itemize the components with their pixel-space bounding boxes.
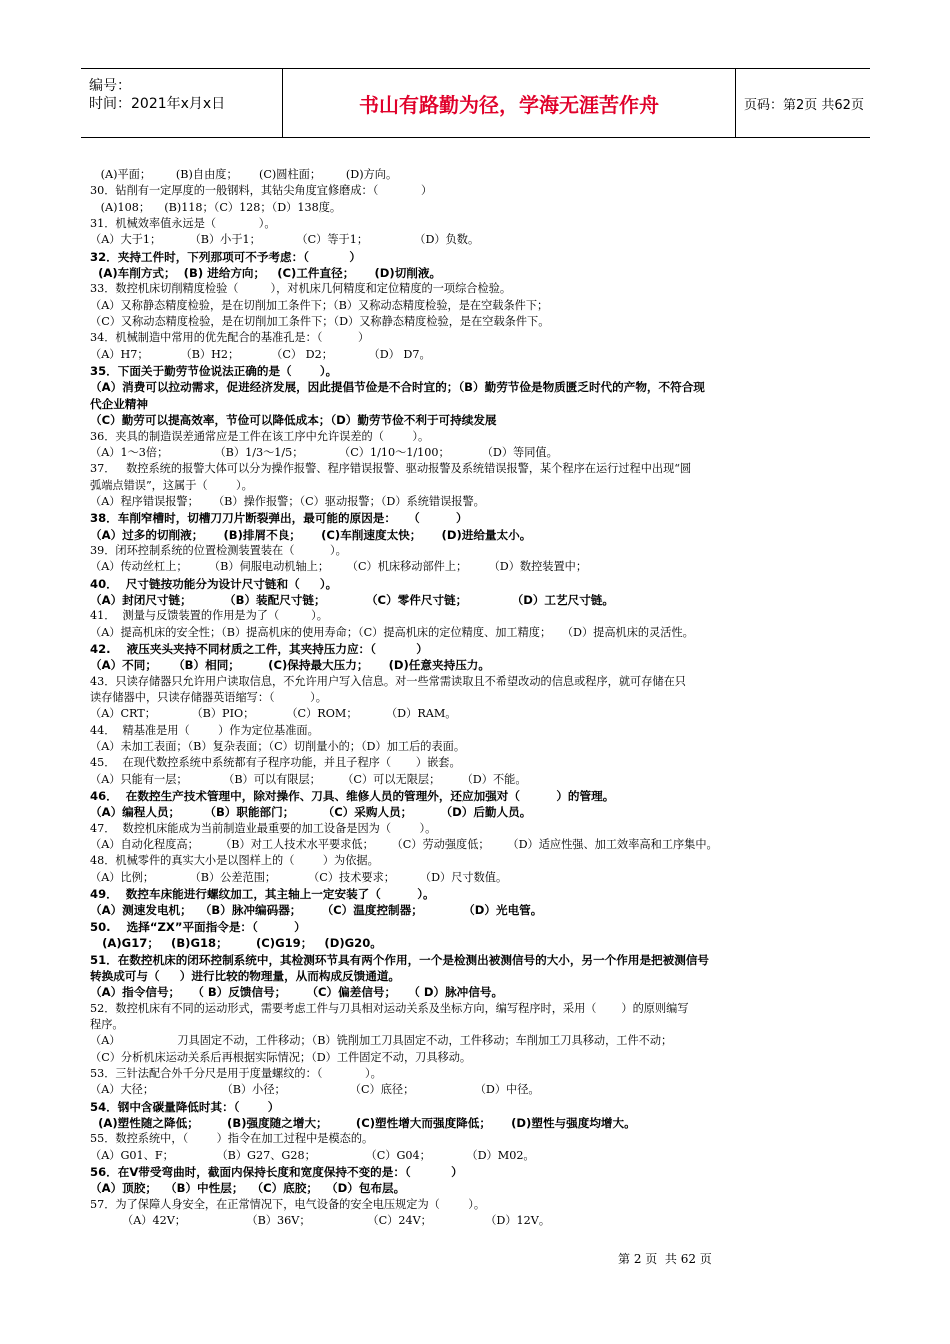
text-line: （A）编程人员； （B）职能部门； （C）采购人员； （D）后勤人员。 (90, 805, 532, 820)
text-line: 53．三针法配合外千分尺是用于度量螺纹的：（ ）。 (90, 1066, 382, 1080)
text-line: （A）程序错误报警； （B）操作报警；（C）驱动报警；（D）系统错误报警。 (90, 494, 485, 508)
text-line: 49． 数控车床能进行螺纹加工，其主轴上一定安装了（ ）。 (90, 887, 435, 902)
text-line: （A）42V； （B）36V； （C）24V； （D）12V。 (90, 1214, 551, 1227)
text-line: (A)108； (B)118；（C）128；（D）138度。 (90, 200, 342, 214)
text-line: （A）H7； （B）H2； （C） D2； （D） D7。 (90, 347, 431, 361)
header-motto: 书山有路勤为径，学海无涯苦作舟 (283, 69, 736, 137)
text-line: 41． 测量与反馈装置的作用是为了（ ）。 (90, 609, 328, 623)
text-line: （A）只能有一层； （B）可以有限层； （C）可以无限层； （D）不能。 (90, 772, 527, 786)
text-line: 37． 数控系统的报警大体可以分为操作报警、程序错误报警、驱动报警及系统错误报警，某个程序在运行过程中出现“圆 (90, 462, 692, 476)
text-line: 50. 选择“ZX”平面指令是：（ ） (90, 919, 306, 934)
text-line: （A）自动化程度高； （B）对工人技术水平要求低； （C）劳动强度低； （D）适应性强、加工效率高和工序集中。 (90, 838, 718, 852)
text-line: 39．闭环控制系统的位置检测装置装在（ ）。 (90, 543, 347, 557)
header-page-info: 页码：第2页 共62页 (744, 97, 864, 113)
text-line: （A）大于1； （B）小于1； （C）等于1； （D）负数。 (90, 233, 480, 247)
header-meta (81, 69, 283, 137)
text-line: （A）CRT； （B）PIO； （C）ROM； （D）RAM。 (90, 707, 457, 721)
time-label: 时间：2021年x月x日 (89, 96, 226, 112)
text-line: （A） 刀具固定不动，工件移动；（B）铣削加工刀具固定不动，工件移动；车削加工刀具移动，工件不动； (90, 1034, 673, 1048)
text-line: (A)塑性随之降低； (B)强度随之增大； (C)塑性增大而强度降低； (D)塑性与强度均增大。 (90, 1115, 636, 1130)
text-line: 32．夹持工件时，下列那项可不予考虑：（ ） (90, 249, 361, 264)
text-line: 38．车削窄槽时，切槽刀刀片断裂弹出，最可能的原因是： （ ） (90, 511, 468, 526)
text-line: （A）指令信号； （ B）反馈信号； （C）偏差信号； （ D）脉冲信号。 (90, 985, 504, 1000)
text-line: （A）又称静态精度检验，是在切削加工条件下；（B）又称动态精度检验，是在空载条件下； (90, 298, 549, 312)
page-header (81, 68, 870, 138)
text-line: （C）分析机床运动关系后再根据实际情况；（D）工件固定不动，刀具移动。 (90, 1050, 472, 1064)
text-line: 程序。 (90, 1017, 124, 1031)
text-line: 47． 数控机床能成为当前制造业最重要的加工设备是因为（ ）。 (90, 821, 437, 835)
text-line: (A)平面； (B)自由度； (C)圆柱面； (D)方向。 (90, 168, 398, 181)
text-line: 44． 精基准是用（ ）作为定位基准面。 (90, 723, 319, 737)
text-line: （C）勤劳可以提高效率，节俭可以降低成本；（D）勤劳节俭不利于可持续发展 (90, 413, 497, 428)
text-line: （A）封闭尺寸链； （B）装配尺寸链； （C）零件尺寸链； （D）工艺尺寸链。 (90, 592, 614, 607)
text-line: （A）不同； （B）相同； (C)保持最大压力； (D)任意夹持压力。 (90, 658, 490, 673)
text-line: 42. 液压夹头夹持不同材质之工件，其夹持压力应：（ ） (90, 641, 428, 656)
text-line: 代企业精神 (90, 396, 148, 411)
text-line: 35．下面关于勤劳节俭说法正确的是（ ）。 (90, 364, 338, 379)
text-line: (A)车削方式； (B) 进给方向； (C)工件直径； (D)切削液。 (90, 266, 442, 281)
text-line: 54．钢中含碳量降低时其：（ ） (90, 1099, 280, 1114)
text-line: （A）大径； （B）小径； （C）底径； （D）中径。 (90, 1083, 540, 1097)
text-line: 34．机械制造中常用的优先配合的基准孔是：（ ） (90, 331, 370, 345)
text-line: 40． 尺寸链按功能分为设计尺寸链和（ ）。 (90, 576, 338, 591)
text-line: （A）比例； （B）公差范围； （C）技术要求； （D）尺寸数值。 (90, 870, 508, 884)
text-line: 48．机械零件的真实大小是以图样上的（ ）为依据。 (90, 854, 379, 868)
text-line: 30．钻削有一定厚度的一般钢料，其钻尖角度宜修磨成：（ ） (90, 184, 433, 198)
text-line: （A）消费可以拉动需求，促进经济发展，因此提倡节俭是不合时宜的；（B）勤劳节俭是物质匮乏时代的产物，不符合现 (90, 380, 705, 395)
text-line: 55．数控系统中，（ ）指令在加工过程中是模态的。 (90, 1132, 374, 1146)
page-footer: 第 2 页 共 62 页 (618, 1252, 712, 1266)
text-line: 43．只读存储器只允许用户读取信息，不允许用户写入信息。对一些常需读取且不希望改动的信息或程序，就可存储在只 (90, 674, 686, 688)
text-line: （A）顶胶； （B）中性层； （C）底胶； （D）包布层。 (90, 1181, 406, 1196)
text-line: （A）提高机床的安全性；（B）提高机床的使用寿命；（C）提高机床的定位精度、加工精度； （D）提高机床的灵活性。 (90, 625, 694, 639)
text-line: （C）又称动态精度检验，是在切削加工条件下；（D）又称静态精度检验，是在空载条件下。 (90, 315, 550, 329)
text-line: 读存储器中，只读存储器英语缩写：（ ）。 (90, 691, 327, 704)
text-line: 46． 在数控生产技术管理中，除对操作、刀具、维修人员的管理外，还应加强对（ ）的管理。 (90, 789, 615, 804)
text-line: 33．数控机床切削精度检验（ ），对机床几何精度和定位精度的一项综合检验。 (90, 282, 512, 296)
text-line: 31．机械效率值永远是（ ）。 (90, 217, 276, 231)
text-line: 转换成可与（ ）进行比较的物理量，从而构成反馈通道。 (90, 968, 401, 983)
text-line: 36．夹具的制造误差通常应是工件在该工序中允许误差的（ ）。 (90, 429, 430, 443)
text-line: 57．为了保障人身安全，在正常情况下，电气设备的安全电压规定为（ ）。 (90, 1197, 486, 1211)
text-line: (A)G17； (B)G18； (C)G19； (D)G20。 (90, 936, 382, 951)
text-line: （A）1～3倍； （B）1/3～1/5； （C）1/10～1/100； （D）等同值。 (90, 445, 558, 459)
text-line: 56．在V带受弯曲时，截面内保持长度和宽度保持不变的是：（ ） (90, 1164, 463, 1179)
text-line: 51．在数控机床的闭环控制系统中，其检测环节具有两个作用，一个是检测出被测信号的大小，另一个作用是把被测信号 (90, 952, 710, 967)
text-line: （A）测速发电机； （B）脉冲编码器； （C）温度控制器； （D）光电管。 (90, 903, 543, 918)
text-line: （A）过多的切削液； (B)排屑不良； (C)车削速度太快； (D)进给量太小。 (90, 527, 532, 542)
text-line: （A）传动丝杠上； （B）伺服电动机轴上； （C）机床移动部件上； （D）数控装置中； (90, 560, 588, 574)
text-line: （A）未加工表面；（B）复杂表面；（C）切削量小的；（D）加工后的表面。 (90, 740, 466, 754)
text-line: 45． 在现代数控系统中系统都有子程序功能，并且子程序（ ）嵌套。 (90, 756, 461, 770)
question-list (90, 167, 870, 1229)
number-label: 编号： (89, 78, 131, 94)
text-line: 弧端点错误”，这属于（ ）。 (90, 478, 253, 492)
text-line: （A）G01、F； （B）G27、G28； （C）G04； （D）M02。 (90, 1148, 535, 1162)
text-line: 52．数控机床有不同的运动形式，需要考虑工件与刀具相对运动关系及坐标方向，编写程序时，采用（ ）的原则编写 (90, 1001, 689, 1015)
